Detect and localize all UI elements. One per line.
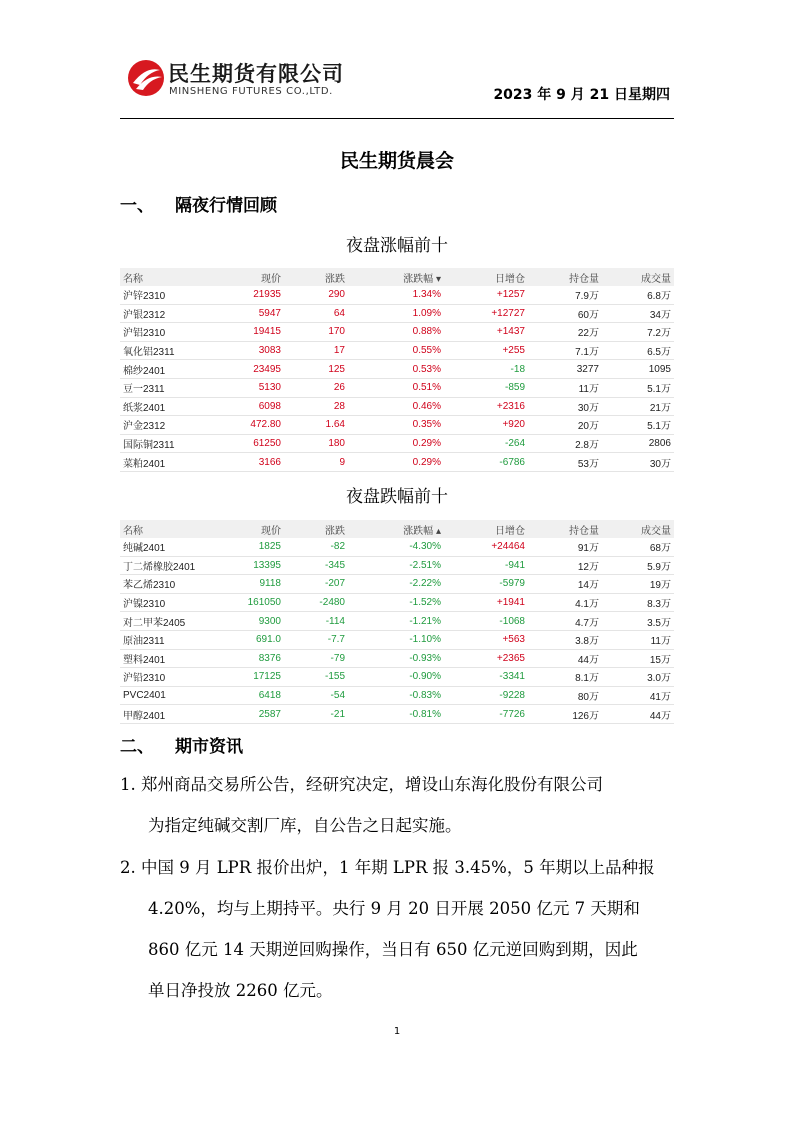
table-row[interactable] [120,612,674,631]
column-header[interactable]: 现价 [216,520,284,538]
table-cell: 17 [284,341,348,360]
table-row[interactable] [120,575,674,594]
table-cell: 80万 [528,686,602,705]
news-line: 860 亿元 14 天期逆回购操作，当日有 650 亿元逆回购到期，因此 [148,940,638,959]
section-title: 隔夜行情回顾 [175,196,277,216]
table-cell: -114 [284,612,348,631]
contract-name-cell: 纯碱2401 [120,538,216,556]
table-cell: 9 [284,453,348,472]
table-cell: 2806 [602,434,674,453]
column-header[interactable]: 成交量 [602,268,674,286]
night-gainers-table [120,268,674,472]
table-cell: 91万 [528,538,602,556]
table-cell: 26 [284,378,348,397]
table-row[interactable] [120,286,674,304]
table-cell: -82 [284,538,348,556]
table-row[interactable] [120,453,674,472]
table-cell: -264 [444,434,528,453]
contract-name-cell: 甲醇2401 [120,705,216,724]
table-row[interactable] [120,341,674,360]
table-cell: 3277 [528,360,602,379]
page-header [120,52,674,119]
section-heading-news [120,732,243,757]
section-title: 期市资讯 [175,737,243,757]
table-cell: 2587 [216,705,284,724]
table-cell: 0.46% [348,397,444,416]
news-line: 2. 中国 9 月 LPR 报价出炉，1 年期 LPR 报 3.45%，5 年期以上品种报 [120,858,655,877]
table-cell: -155 [284,668,348,687]
table-cell: 44万 [602,705,674,724]
table-cell: +1437 [444,323,528,342]
table-cell: 6418 [216,686,284,705]
table-cell: 1.09% [348,304,444,323]
table-cell: 180 [284,434,348,453]
table-cell: -4.30% [348,538,444,556]
news-line: 1. 郑州商品交易所公告，经研究决定，增设山东海化股份有限公司 [120,775,603,794]
table-cell: 8376 [216,649,284,668]
table-cell: 23495 [216,360,284,379]
contract-name-cell: 沪铅2310 [120,668,216,687]
table-row[interactable] [120,593,674,612]
table-cell: -941 [444,556,528,575]
section-number: 一、 [120,196,154,216]
table-cell: 61250 [216,434,284,453]
table-cell: -2480 [284,593,348,612]
contract-name-cell: 原油2311 [120,630,216,649]
table-cell: 7.2万 [602,323,674,342]
table-cell: 5.9万 [602,556,674,575]
table-cell: 28 [284,397,348,416]
table-cell: 12万 [528,556,602,575]
table-cell: -207 [284,575,348,594]
table-cell: 44万 [528,649,602,668]
table-cell: 8.3万 [602,593,674,612]
table-cell: +1941 [444,593,528,612]
table-cell: -0.90% [348,668,444,687]
table-cell: 53万 [528,453,602,472]
column-header[interactable]: 现价 [216,268,284,286]
table-cell: -1.52% [348,593,444,612]
table-cell: 1825 [216,538,284,556]
table-row[interactable] [120,668,674,687]
table-cell: 3.0万 [602,668,674,687]
table-cell: 19万 [602,575,674,594]
table-cell: 0.35% [348,416,444,435]
contract-name-cell: 沪锌2310 [120,286,216,304]
table-row[interactable] [120,416,674,435]
table-cell: 60万 [528,304,602,323]
table-cell: 161050 [216,593,284,612]
contract-name-cell: 沪金2312 [120,416,216,435]
column-header[interactable]: 涨跌幅 ▴ [348,520,444,538]
table-cell: 1095 [602,360,674,379]
table-row[interactable] [120,434,674,453]
table-row[interactable] [120,630,674,649]
contract-name-cell: 沪镍2310 [120,593,216,612]
news-item-2 [120,847,676,1011]
table-cell: +2365 [444,649,528,668]
table-cell: 30万 [602,453,674,472]
section-heading-review [120,191,277,216]
table-cell: +920 [444,416,528,435]
table-cell: -1.10% [348,630,444,649]
contract-name-cell: 丁二烯橡胶2401 [120,556,216,575]
table-cell: -859 [444,378,528,397]
table-cell: -79 [284,649,348,668]
table-cell: 5.1万 [602,378,674,397]
table-cell: -7.7 [284,630,348,649]
table-cell: -0.83% [348,686,444,705]
table-cell: 6.5万 [602,341,674,360]
table-cell: 41万 [602,686,674,705]
column-header[interactable]: 涨跌 [284,520,348,538]
table-cell: 5947 [216,304,284,323]
contract-name-cell: 对二甲苯2405 [120,612,216,631]
contract-name-cell: 苯乙烯2310 [120,575,216,594]
table-cell: -2.51% [348,556,444,575]
news-line: 单日净投放 2260 亿元。 [148,981,333,1000]
table-row[interactable] [120,686,674,705]
column-header[interactable]: 名称 [120,520,216,538]
table-cell: 170 [284,323,348,342]
table-cell: 8.1万 [528,668,602,687]
table-cell: 7.9万 [528,286,602,304]
contract-name-cell: 沪铝2310 [120,323,216,342]
table-cell: 3083 [216,341,284,360]
table-cell: 472.80 [216,416,284,435]
table-cell: -1068 [444,612,528,631]
table-cell: -3341 [444,668,528,687]
table-cell: +2316 [444,397,528,416]
column-header[interactable]: 成交量 [602,520,674,538]
table-cell: 125 [284,360,348,379]
section-number: 二、 [120,737,154,757]
table-cell: 6098 [216,397,284,416]
contract-name-cell: 棉纱2401 [120,360,216,379]
table-row[interactable] [120,397,674,416]
table-cell: +255 [444,341,528,360]
table-cell: +1257 [444,286,528,304]
news-item-1 [120,764,676,846]
table-cell: 14万 [528,575,602,594]
table-cell: 0.29% [348,453,444,472]
column-header[interactable]: 持仓量 [528,520,602,538]
contract-name-cell: 国际铜2311 [120,434,216,453]
contract-name-cell: 菜粕2401 [120,453,216,472]
table-cell: +12727 [444,304,528,323]
news-line: 4.20%，均与上期持平。央行 9 月 20 日开展 2050 亿元 7 天期和 [148,899,640,918]
table-cell: +563 [444,630,528,649]
table-cell: 7.1万 [528,341,602,360]
table-cell: 21万 [602,397,674,416]
table-cell: 0.55% [348,341,444,360]
table-cell: 2.8万 [528,434,602,453]
table-row[interactable] [120,304,674,323]
table-cell: 9118 [216,575,284,594]
table-row[interactable] [120,649,674,668]
table-cell: -0.93% [348,649,444,668]
page-title: 民生期货晨会 [339,150,454,172]
table-cell: -0.81% [348,705,444,724]
table-cell: 4.1万 [528,593,602,612]
table-row[interactable] [120,360,674,379]
column-header[interactable]: 名称 [120,268,216,286]
table-cell: 11万 [528,378,602,397]
table-cell: 290 [284,286,348,304]
table-cell: 30万 [528,397,602,416]
table-cell: 20万 [528,416,602,435]
table-cell: 19415 [216,323,284,342]
table-cell: 9300 [216,612,284,631]
news-line: 为指定纯碱交割厂库，自公告之日起实施。 [148,816,462,835]
table-cell: 64 [284,304,348,323]
table-cell: 6.8万 [602,286,674,304]
table-header-row [120,520,674,538]
table-row[interactable] [120,323,674,342]
table-cell: 0.88% [348,323,444,342]
table-cell: -9228 [444,686,528,705]
contract-name-cell: 纸浆2401 [120,397,216,416]
table-down-title: 夜盘跌幅前十 [346,487,448,507]
table-cell: 5130 [216,378,284,397]
table-cell: 68万 [602,538,674,556]
company-logo [126,56,376,100]
table-cell: 691.0 [216,630,284,649]
table-cell: 126万 [528,705,602,724]
table-cell: -21 [284,705,348,724]
table-cell: 34万 [602,304,674,323]
table-cell: 1.34% [348,286,444,304]
contract-name-cell: 豆一2311 [120,378,216,397]
report-date: 2023 年 9 月 21 日星期四 [493,87,670,103]
column-header[interactable]: 持仓量 [528,268,602,286]
table-cell: 0.51% [348,378,444,397]
table-cell: -1.21% [348,612,444,631]
table-cell: 21935 [216,286,284,304]
table-cell: 5.1万 [602,416,674,435]
page-number: 1 [393,1026,401,1037]
table-cell: +24464 [444,538,528,556]
table-cell: 3.5万 [602,612,674,631]
table-cell: 0.53% [348,360,444,379]
night-losers-table [120,520,674,724]
table-row[interactable] [120,705,674,724]
table-cell: -5979 [444,575,528,594]
contract-name-cell: 氧化铝2311 [120,341,216,360]
contract-name-cell: 塑料2401 [120,649,216,668]
table-cell: -345 [284,556,348,575]
table-cell: 4.7万 [528,612,602,631]
table-cell: 13395 [216,556,284,575]
table-header-row [120,268,674,286]
table-cell: -6786 [444,453,528,472]
table-cell: 22万 [528,323,602,342]
column-header[interactable]: 涨跌 [284,268,348,286]
table-cell: -2.22% [348,575,444,594]
table-cell: 1.64 [284,416,348,435]
table-cell: 3166 [216,453,284,472]
table-cell: 11万 [602,630,674,649]
logo-english-name: MINSHENG FUTURES CO.,LTD. [169,86,333,97]
column-header[interactable]: 日增仓 [444,268,528,286]
table-cell: 15万 [602,649,674,668]
table-cell: -18 [444,360,528,379]
table-row[interactable] [120,378,674,397]
contract-name-cell: PVC2401 [120,686,216,705]
minsheng-logo-icon [126,58,166,98]
column-header[interactable]: 涨跌幅 ▾ [348,268,444,286]
table-row[interactable] [120,538,674,556]
table-cell: 17125 [216,668,284,687]
table-cell: 0.29% [348,434,444,453]
table-row[interactable] [120,556,674,575]
column-header[interactable]: 日增仓 [444,520,528,538]
table-cell: -54 [284,686,348,705]
contract-name-cell: 沪银2312 [120,304,216,323]
logo-chinese-name: 民生期货有限公司 [168,62,344,86]
table-cell: 3.8万 [528,630,602,649]
table-up-title: 夜盘涨幅前十 [346,236,448,256]
table-cell: -7726 [444,705,528,724]
